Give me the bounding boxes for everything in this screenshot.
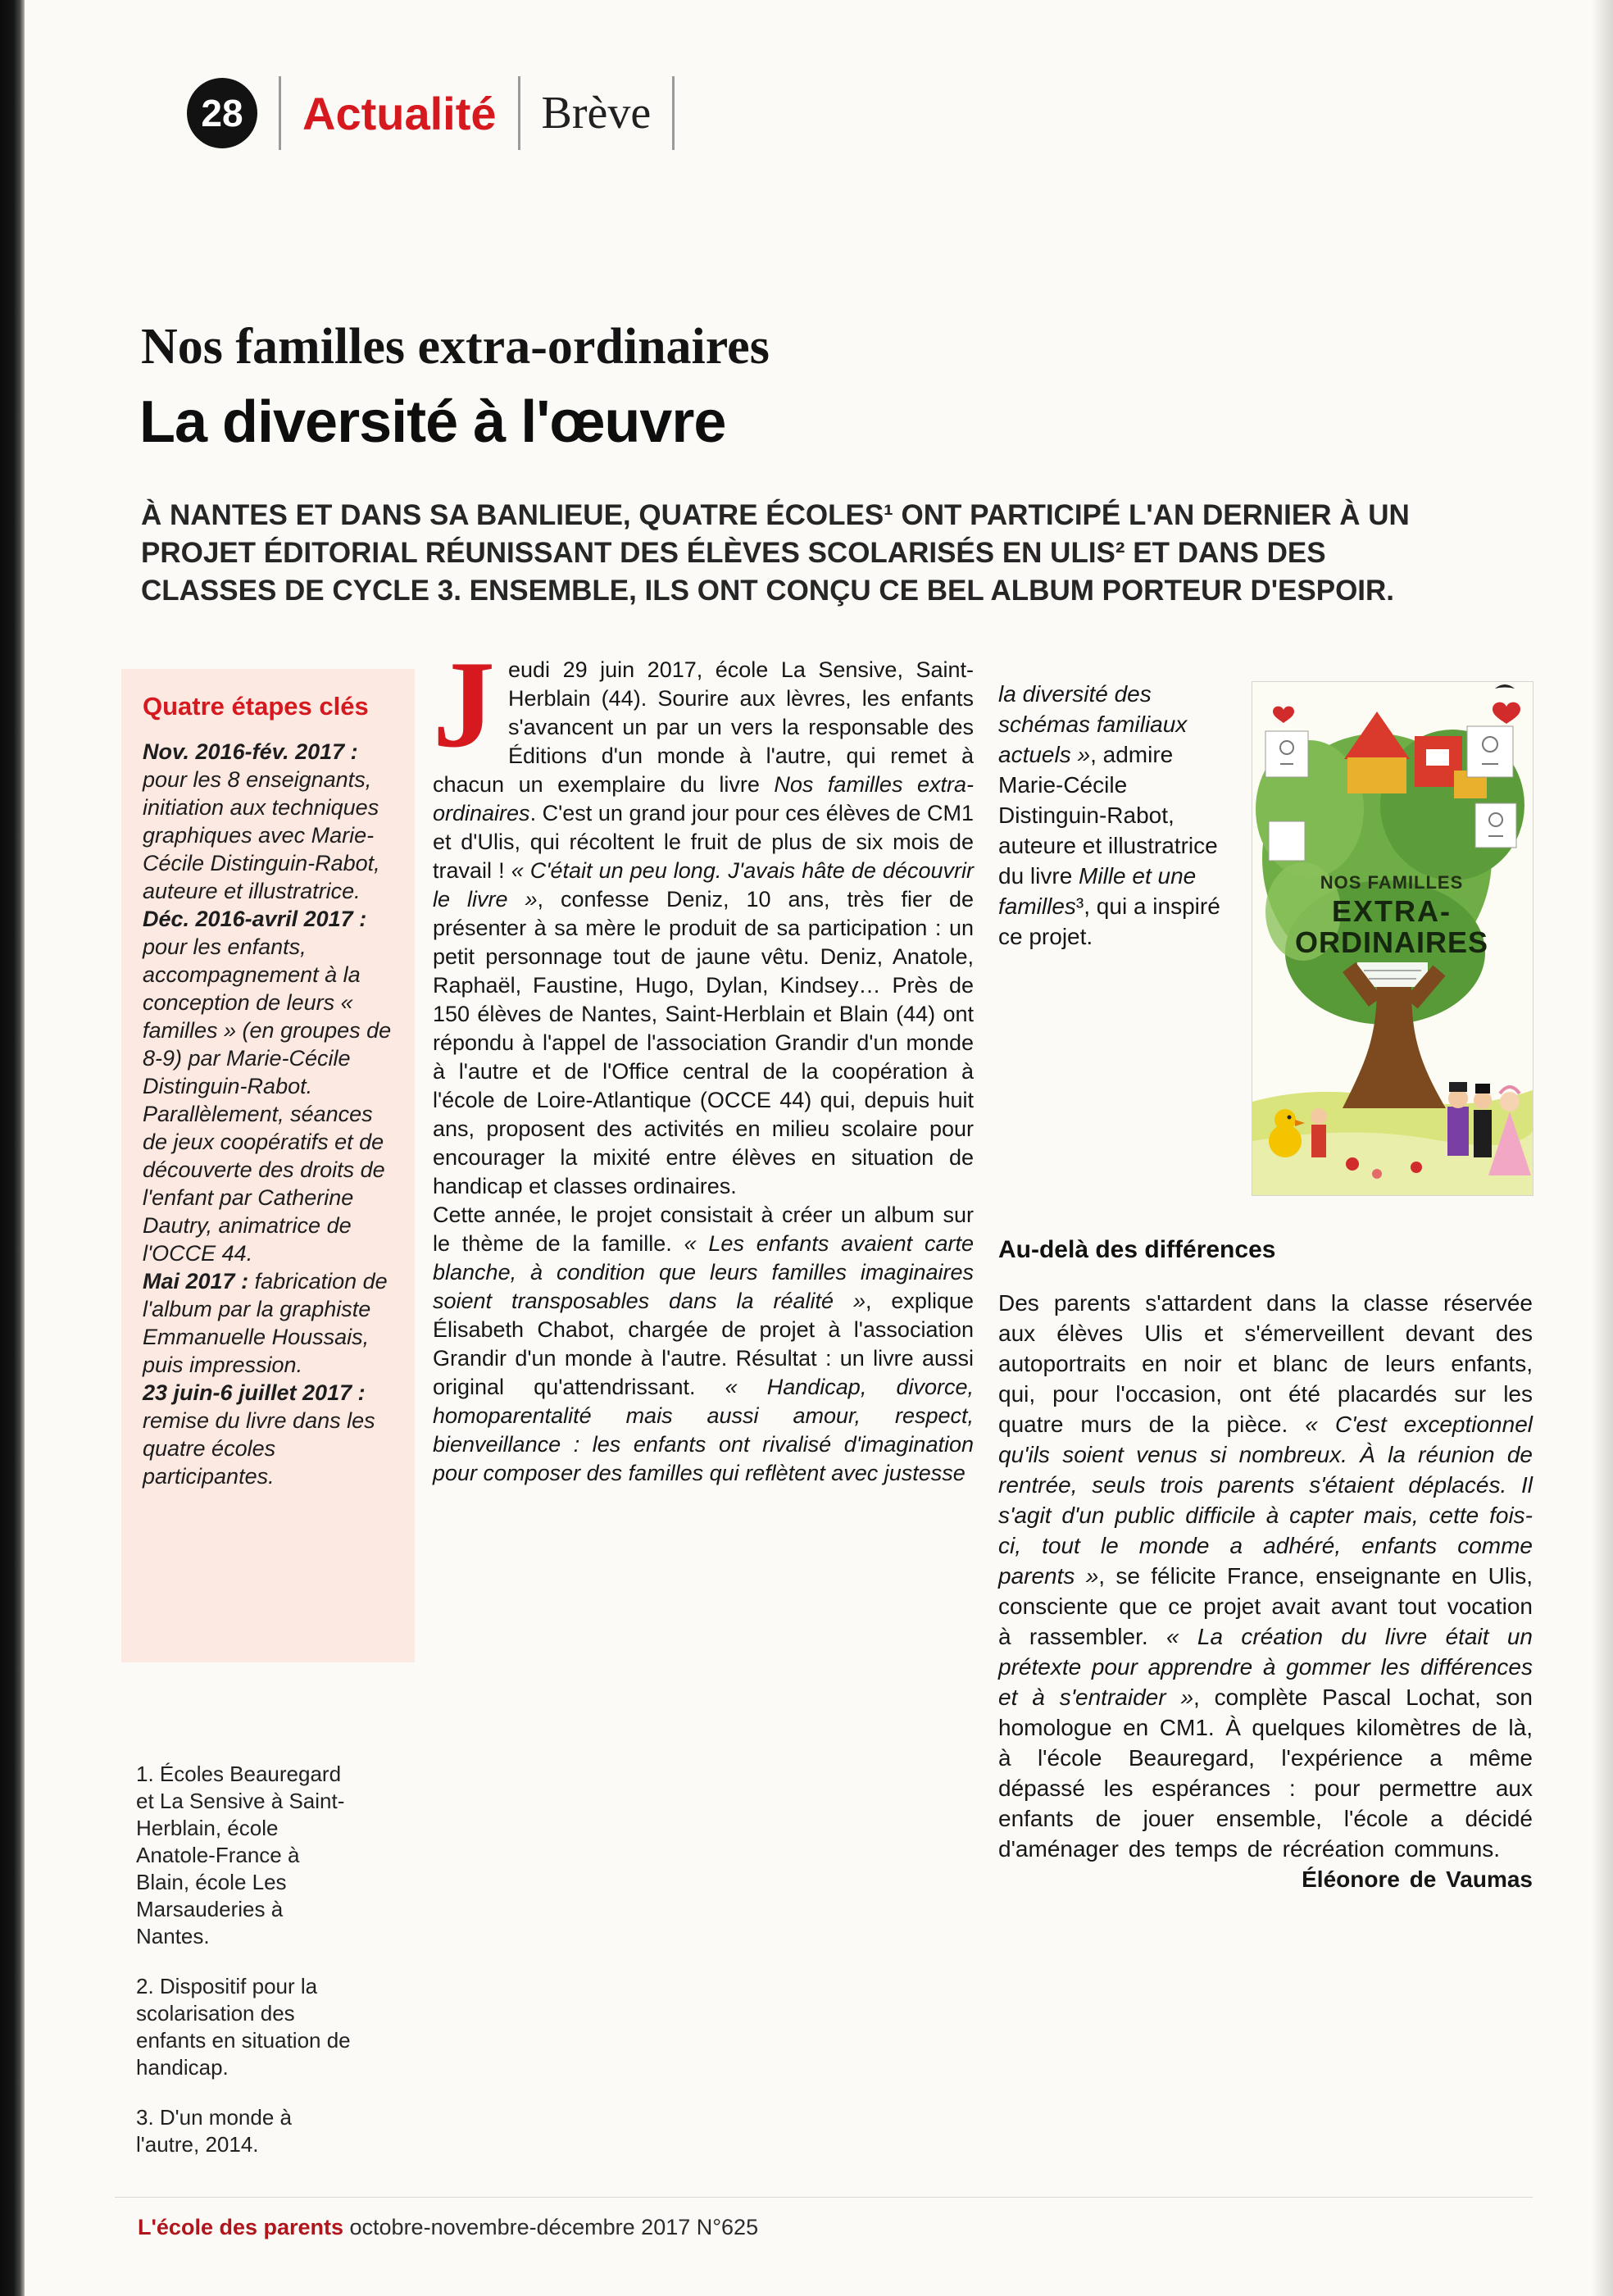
body-column-right [998, 656, 1533, 1894]
paragraph-text: eudi 29 juin 2017, école La Sensive, Saint-Herblain (44). Sourire aux lèvres, les enfants s'avancent un par un vers la responsable des Éditions d'un monde à l'autre, qui remet à chacun un exemplaire du livre Nos familles extra-ordinaires. C'est un grand jour pour ces élèves de CM1 et d'Ulis, qui récoltent le fruit de plus de six mois de travail ! « C'était un peu long. J'avais hâte de découvrir le livre », confesse Deniz, 10 ans, très fier de présenter à sa mère le produit de sa participation : un petit personnage tout de jaune vêtu. Deniz, Anatole, Raphaël, Faustine, Hugo, Dylan, Kindsey… Près de 150 élèves de Nantes, Saint-Herblain et Blain (44) ont répondu à l'appel de l'association Grandir d'un monde à l'autre et de l'Office central de la coopération à l'école de Loire-Atlantique (OCCE 44) qui, depuis huit ans, proposent des activités en milieu scolaire pour encourager la mixité entre élèves en situation de handicap et classes ordinaires. [433, 657, 974, 1198]
article-standfirst: À NANTES ET DANS SA BANLIEUE, QUATRE ÉCOLES¹ ONT PARTICIPÉ L'AN DERNIER À UN PROJET ÉDITORIAL RÉUNISSANT DES ÉLÈVES SCOLARISÉS EN ULIS² ET DANS DES CLASSES DE CYCLE 3. ENSEMBLE, ILS ONT CONÇU CE BEL ALBUM PORTEUR D'ESPOIR. [141, 499, 1410, 607]
binding-strip [0, 0, 25, 2296]
groom-figure [1474, 1084, 1492, 1157]
book-title-line: NOS FAMILLES [1320, 872, 1464, 893]
key-step-entry [143, 1379, 393, 1490]
body-column-main [433, 635, 974, 1488]
key-step-text: pour les enfants, accompagnement à la conception de leurs « familles » (en groupes de 8-9) par Marie-Cécile Distinguin-Rabot. Parallèlement, séances de jeux coopératifs et de découverte des droits de l'enfant par Catherine Dautry, animatrice de l'OCCE 44. [143, 934, 392, 1266]
key-step-text: remise du livre dans les quatre écoles participantes. [143, 1408, 375, 1489]
paragraph-text: Des parents s'attardent dans la classe réservée aux élèves Ulis et s'émerveillent devant des autoportraits en noir et blanc de leurs enfants, qui, pour l'occasion, ont été placardés sur les quatre murs de la pièce. « C'est exceptionnel qu'ils soient venus si nombreux. À la réunion de rentrée, seuls trois parents s'étaient déplacés. Il s'agit d'un public difficile à capter mais, cette fois-ci, tout le monde a adhéré, enfants comme parents », se félicite France, enseignante en Ulis, consciente que ce projet avait avant tout vocation à rassembler. « La création du livre était un prétexte pour apprendre à gommer les différences et à s'entraider », complète Pascal Lochat, son homologue en CM1. À quelques kilomètres de là, à l'école Beauregard, l'expérience a même dépassé les espérances : pour permettre aux enfants de jouer ensemble, l'école a décidé d'aménager des temps de récréation communs. [998, 1290, 1533, 1862]
byline: Éléonore de Vaumas [1302, 1866, 1533, 1892]
book-title-line: EXTRA- [1332, 894, 1452, 928]
paragraph [433, 635, 974, 1201]
page-header [187, 74, 696, 152]
page-number-badge: 28 [187, 78, 257, 148]
paragraph-text: Cette année, le projet consistait à créer un album sur le thème de la famille. « Les enfants avaient carte blanche, à condition que leurs familles imaginaires soient transposables dans la réalité », explique Élisabeth Chabot, chargée de projet à l'association Grandir d'un monde à l'autre. Résultat : un livre aussi original qu'attendrissant. « Handicap, divorce, homoparentalité mais aussi amour, respect, bienveillance : les enfants ont rivalisé d'imagination pour composer des familles qui reflètent avec justesse [433, 1203, 974, 1485]
footnote: 1. Écoles Beauregard et La Sensive à Saint-Herblain, école Anatole-France à Blain, école Les Marsauderies à Nantes. [136, 1762, 345, 1948]
key-step-text: pour les 8 enseignants, initiation aux techniques graphiques avec Marie-Cécile Distinguin-Rabot, auteure et illustratrice. [143, 767, 380, 903]
vertical-divider [518, 76, 520, 150]
paragraph [998, 1288, 1533, 1892]
book-title-line: ORDINAIRES [1294, 925, 1489, 959]
book-cover-illustration [1252, 682, 1533, 1195]
footnote: 2. Dispositif pour la scolarisation des enfants en situation de handicap. [136, 1974, 351, 2080]
article-kicker: Nos familles extra-ordinaires [141, 319, 770, 375]
paragraph [433, 1201, 974, 1488]
subhead: Au-delà des différences [998, 1236, 1276, 1263]
issue-info: octobre-novembre-décembre 2017 N°625 [343, 2215, 759, 2239]
article-title: La diversité à l'œuvre [139, 389, 726, 455]
subsection-label: Brève [541, 88, 652, 139]
key-steps-box [121, 669, 415, 1662]
paragraph [998, 679, 1226, 952]
footer-rule [115, 2197, 1533, 2198]
key-step-entry [143, 1267, 393, 1379]
paragraph-text: la diversité des schémas familiaux actuels », admire Marie-Cécile Distinguin-Rabot, auteure et illustratrice du livre Mille et une familles³, qui a inspiré ce projet. [998, 681, 1220, 949]
drop-cap: J [433, 635, 495, 773]
key-step-date: Mai 2017 : [143, 1269, 249, 1293]
key-step-entry [143, 738, 393, 905]
footnote: 3. D'un monde à l'autre, 2014. [136, 2105, 292, 2157]
book-cover-figure [1252, 682, 1533, 1195]
vertical-divider [672, 76, 675, 150]
footnotes [136, 1761, 351, 2181]
magazine-name: L'école des parents [138, 2215, 344, 2239]
key-step-date: Nov. 2016-fév. 2017 : [143, 739, 358, 764]
key-step-date: Déc. 2016-avril 2017 : [143, 907, 367, 931]
section-label: Actualité [302, 87, 497, 139]
key-steps-title: Quatre étapes clés [143, 692, 369, 721]
key-step-entry [143, 905, 393, 1267]
purple-figure [1447, 1082, 1469, 1156]
key-step-text: fabrication de l'album par la graphiste Emmanuelle Houssais, puis impression. [143, 1269, 388, 1377]
child-figure [1311, 1108, 1327, 1157]
page-edge-shade [1592, 0, 1613, 2296]
key-step-date: 23 juin-6 juillet 2017 : [143, 1380, 366, 1405]
page-footer [138, 2215, 758, 2240]
vertical-divider [279, 76, 281, 150]
right-column-top [998, 679, 1533, 1221]
